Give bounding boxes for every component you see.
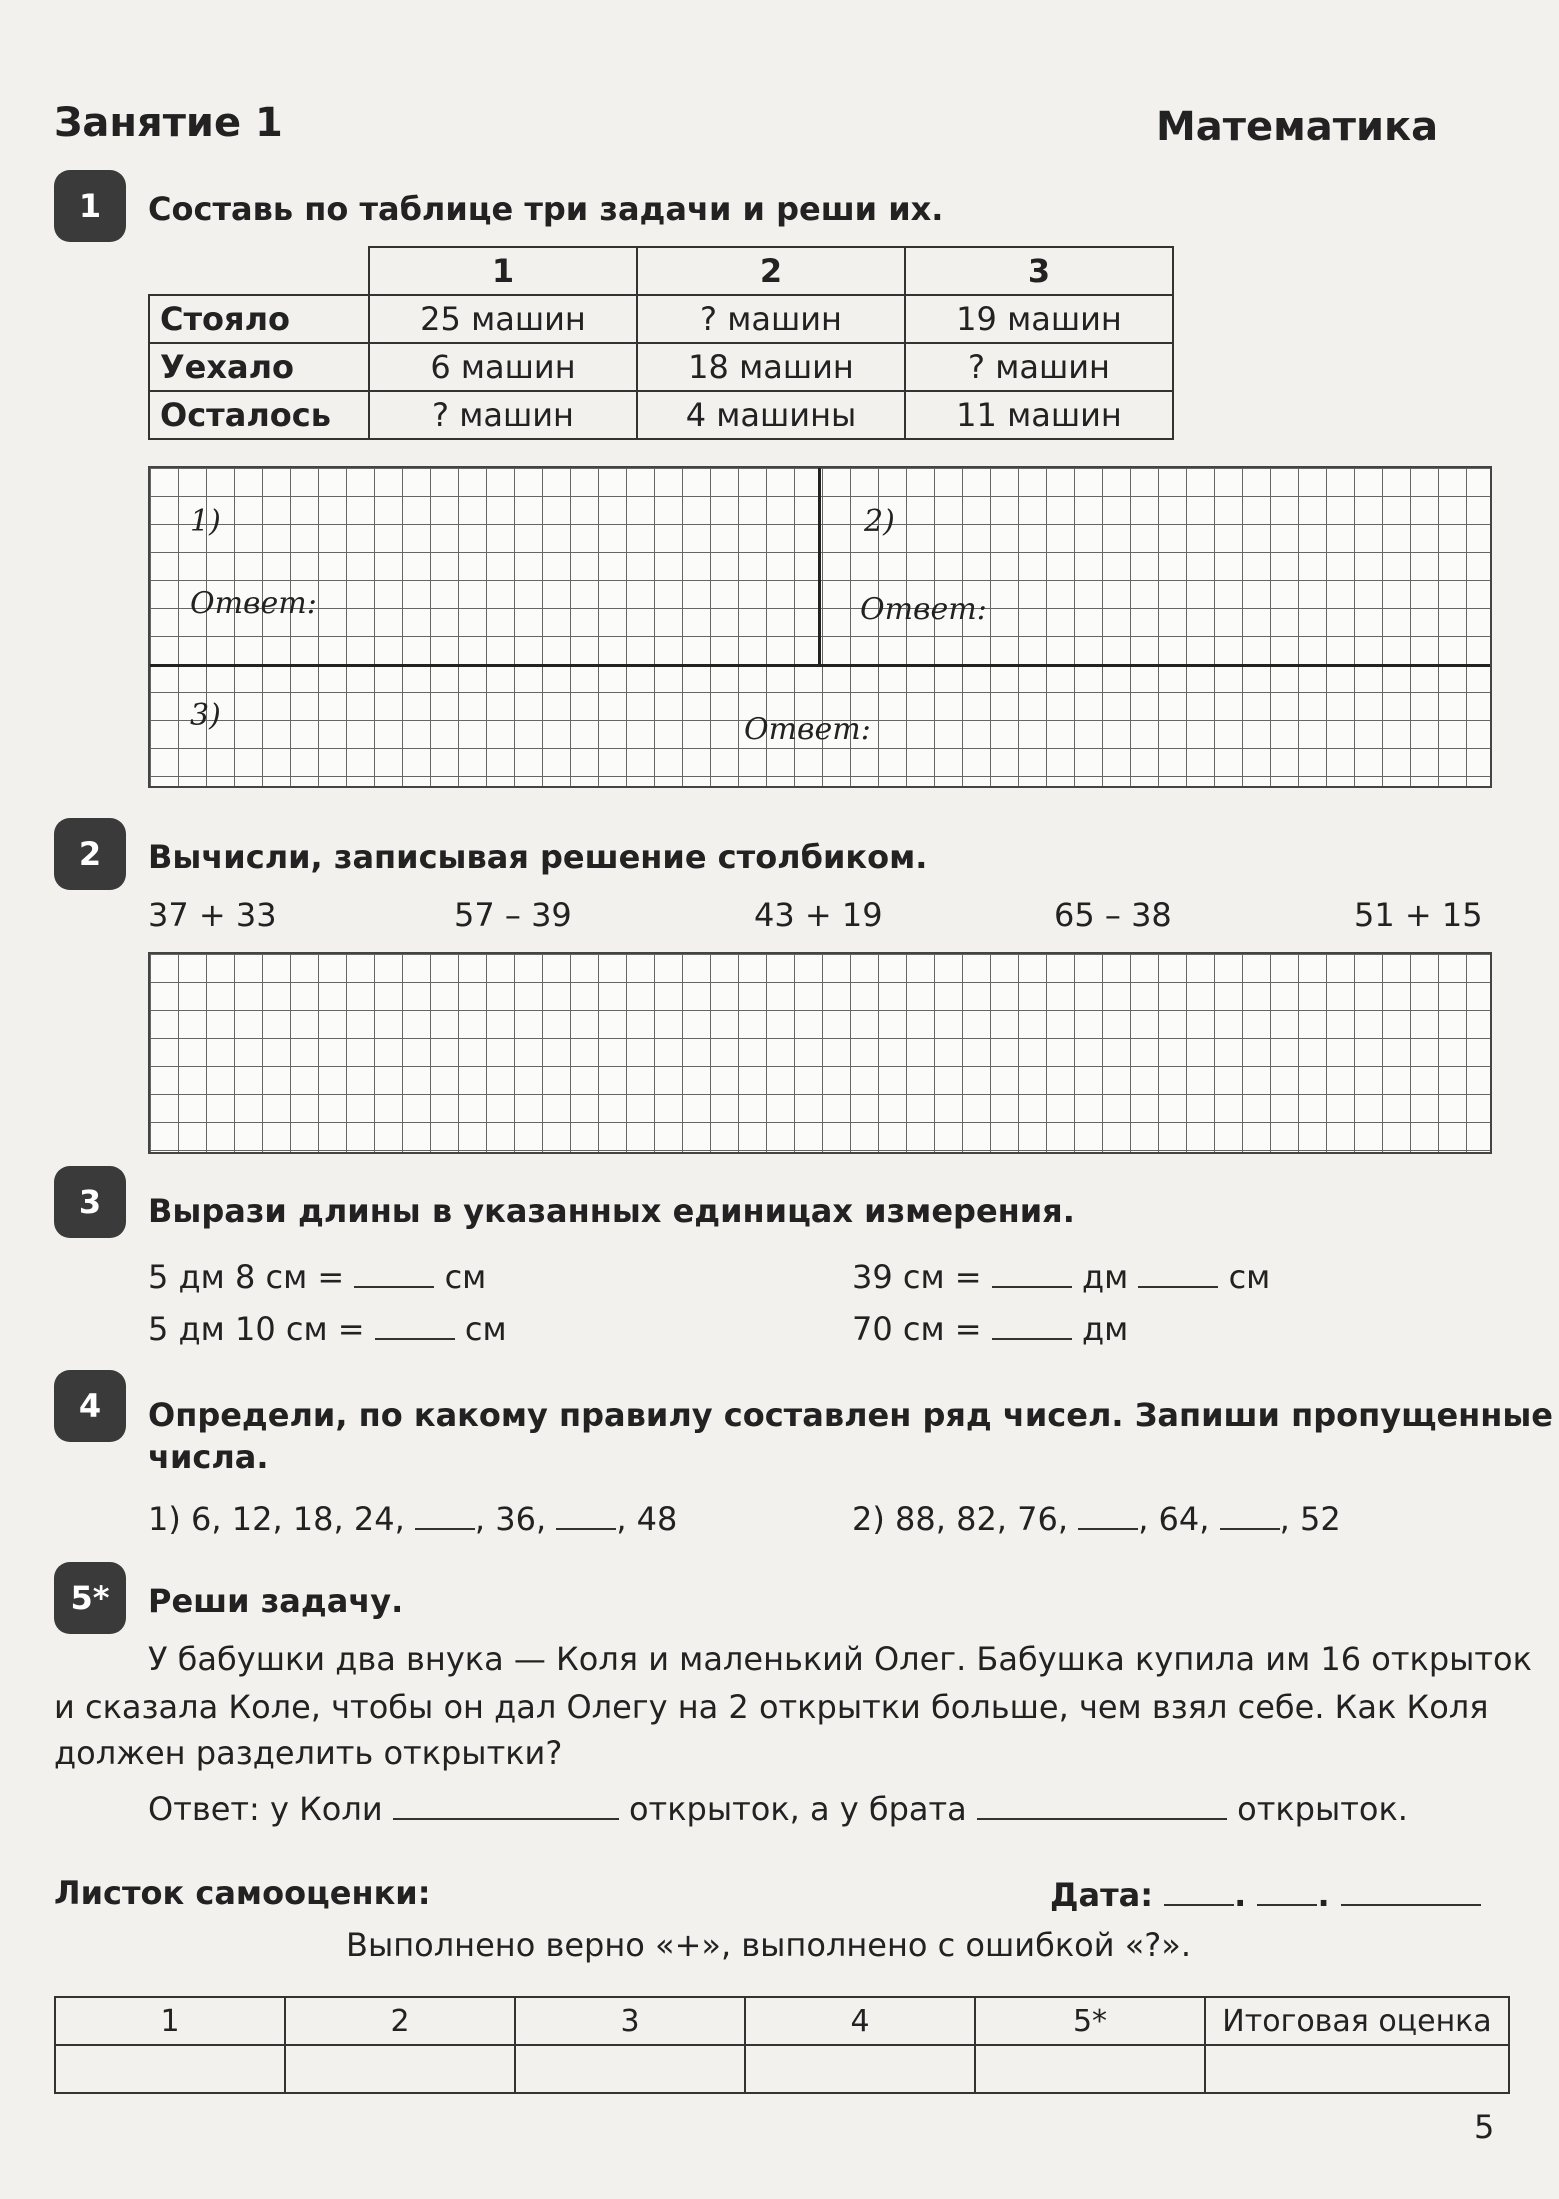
answer-blank[interactable] (1078, 1528, 1138, 1530)
task-4-title-line2: числа. (148, 1438, 269, 1476)
answer-1-label: Ответ: (190, 586, 317, 621)
answer-blank[interactable] (992, 1338, 1072, 1340)
table-row (149, 343, 1173, 391)
answer-text: открыток, а у брата (628, 1790, 967, 1828)
unit-label: дм (1081, 1310, 1129, 1348)
expression: 57 – 39 (454, 896, 572, 934)
answer-blank[interactable] (977, 1818, 1227, 1820)
task-1-title: Составь по таблице три задачи и реши их. (148, 190, 944, 228)
task-number-3: 3 (54, 1166, 126, 1238)
task-3-title: Вырази длины в указанных единицах измерения. (148, 1192, 1075, 1230)
problem-text-line1: У бабушки два внука — Коля и маленький Олег. Бабушка купила им 16 открыток (148, 1640, 1532, 1678)
table-cell: 25 машин (369, 295, 637, 343)
table-col-header: 1 (369, 247, 637, 295)
answer-blank[interactable] (354, 1286, 434, 1288)
self-col-header: 3 (515, 1997, 745, 2045)
self-assessment-title: Листок самооценки: (54, 1874, 431, 1912)
series-text: , 64, (1138, 1500, 1210, 1538)
problem-3-label: 3) (190, 698, 221, 733)
expression: 65 – 38 (1054, 896, 1172, 934)
self-mark-cell[interactable] (745, 2045, 975, 2093)
answer-blank[interactable] (375, 1338, 455, 1340)
answer-3-label: Ответ: (744, 712, 871, 747)
series-text: , 52 (1279, 1500, 1341, 1538)
answer-blank[interactable] (1220, 1528, 1280, 1530)
problem-2-label: 2) (864, 504, 895, 539)
unit-label: см (444, 1258, 487, 1296)
table-cell: 6 машин (369, 343, 637, 391)
table-cell: 4 машины (637, 391, 905, 439)
problem-text-line2: и сказала Коле, чтобы он дал Олегу на 2 открытки больше, чем взял себе. Как Коля (54, 1688, 1489, 1726)
expression: 37 + 33 (148, 896, 277, 934)
conversion-expression: 5 дм 10 см = (148, 1310, 365, 1348)
table-cell: ? машин (369, 391, 637, 439)
table-cell: 11 машин (905, 391, 1173, 439)
table-col-header: 3 (905, 247, 1173, 295)
table-cell: 18 машин (637, 343, 905, 391)
conversion-row (148, 1310, 507, 1348)
task-number-2: 2 (54, 818, 126, 890)
answer-blank[interactable] (415, 1528, 475, 1530)
self-col-header: 4 (745, 1997, 975, 2045)
self-col-header: 2 (285, 1997, 515, 2045)
answer-blank[interactable] (556, 1528, 616, 1530)
self-mark-cell[interactable] (975, 2045, 1205, 2093)
problem-1-label: 1) (190, 504, 221, 539)
self-col-header: Итоговая оценка (1205, 1997, 1509, 2045)
series-text: , 48 (616, 1500, 678, 1538)
table-cell: ? машин (905, 343, 1173, 391)
task-5-title: Реши задачу. (148, 1582, 404, 1620)
answer-blank[interactable] (393, 1818, 619, 1820)
row-label: Осталось (149, 391, 369, 439)
conversion-row (852, 1258, 1270, 1296)
task-4-title-line1: Определи, по какому правилу составлен ряд чисел. Запиши пропущенные (148, 1396, 1553, 1434)
table-cell: ? машин (637, 295, 905, 343)
subject-title: Математика (1156, 104, 1439, 150)
answer-text: открыток. (1237, 1790, 1408, 1828)
self-mark-cell[interactable] (285, 2045, 515, 2093)
task-2-title: Вычисли, записывая решение столбиком. (148, 838, 928, 876)
task-1-solution-grid[interactable] (148, 466, 1492, 788)
date-label: Дата: (1050, 1876, 1154, 1914)
table-col-header: 2 (637, 247, 905, 295)
task-1-table (148, 246, 1174, 440)
date-field: Дата: . . (1050, 1876, 1481, 1914)
answer-line (148, 1790, 1408, 1828)
conversion-expression: 39 см = (852, 1258, 982, 1296)
self-mark-cell[interactable] (1205, 2045, 1509, 2093)
row-label: Стояло (149, 295, 369, 343)
self-mark-cell[interactable] (515, 2045, 745, 2093)
series-text: 1) 6, 12, 18, 24, (148, 1500, 405, 1538)
table-cell: 19 машин (905, 295, 1173, 343)
table-corner (149, 247, 369, 295)
table-row (149, 295, 1173, 343)
conversion-expression: 70 см = (852, 1310, 982, 1348)
conversion-row (148, 1258, 486, 1296)
grid-divider-vertical (818, 468, 821, 664)
conversion-expression: 5 дм 8 см = (148, 1258, 345, 1296)
self-assessment-table (54, 1996, 1510, 2094)
answer-blank[interactable] (1138, 1286, 1218, 1288)
problem-text-line3: должен разделить открытки? (54, 1734, 563, 1772)
date-day-blank[interactable] (1164, 1904, 1234, 1906)
number-series-2 (852, 1500, 1341, 1538)
number-series-1 (148, 1500, 677, 1538)
unit-label: см (464, 1310, 507, 1348)
self-mark-cell[interactable] (55, 2045, 285, 2093)
row-label: Уехало (149, 343, 369, 391)
task-number-4: 4 (54, 1370, 126, 1442)
date-month-blank[interactable] (1257, 1904, 1317, 1906)
date-year-blank[interactable] (1341, 1904, 1481, 1906)
task-number-1: 1 (54, 170, 126, 242)
answer-2-label: Ответ: (860, 592, 987, 627)
self-col-header: 5* (975, 1997, 1205, 2045)
series-text: 2) 88, 82, 76, (852, 1500, 1069, 1538)
grid-divider-horizontal (150, 664, 1490, 667)
expression: 51 + 15 (1354, 896, 1483, 934)
task-2-solution-grid[interactable] (148, 952, 1492, 1154)
table-row (149, 391, 1173, 439)
lesson-title: Занятие 1 (54, 100, 283, 146)
page-number: 5 (1474, 2108, 1495, 2146)
self-col-header: 1 (55, 1997, 285, 2045)
task-number-5: 5* (54, 1562, 126, 1634)
series-text: , 36, (474, 1500, 547, 1538)
expression: 43 + 19 (754, 896, 883, 934)
unit-label: дм (1081, 1258, 1129, 1296)
answer-text: Ответ: у Коли (148, 1790, 383, 1828)
conversion-row (852, 1310, 1128, 1348)
answer-blank[interactable] (992, 1286, 1072, 1288)
unit-label: см (1228, 1258, 1271, 1296)
self-assessment-instruction: Выполнено верно «+», выполнено с ошибкой «?». (346, 1926, 1191, 1964)
